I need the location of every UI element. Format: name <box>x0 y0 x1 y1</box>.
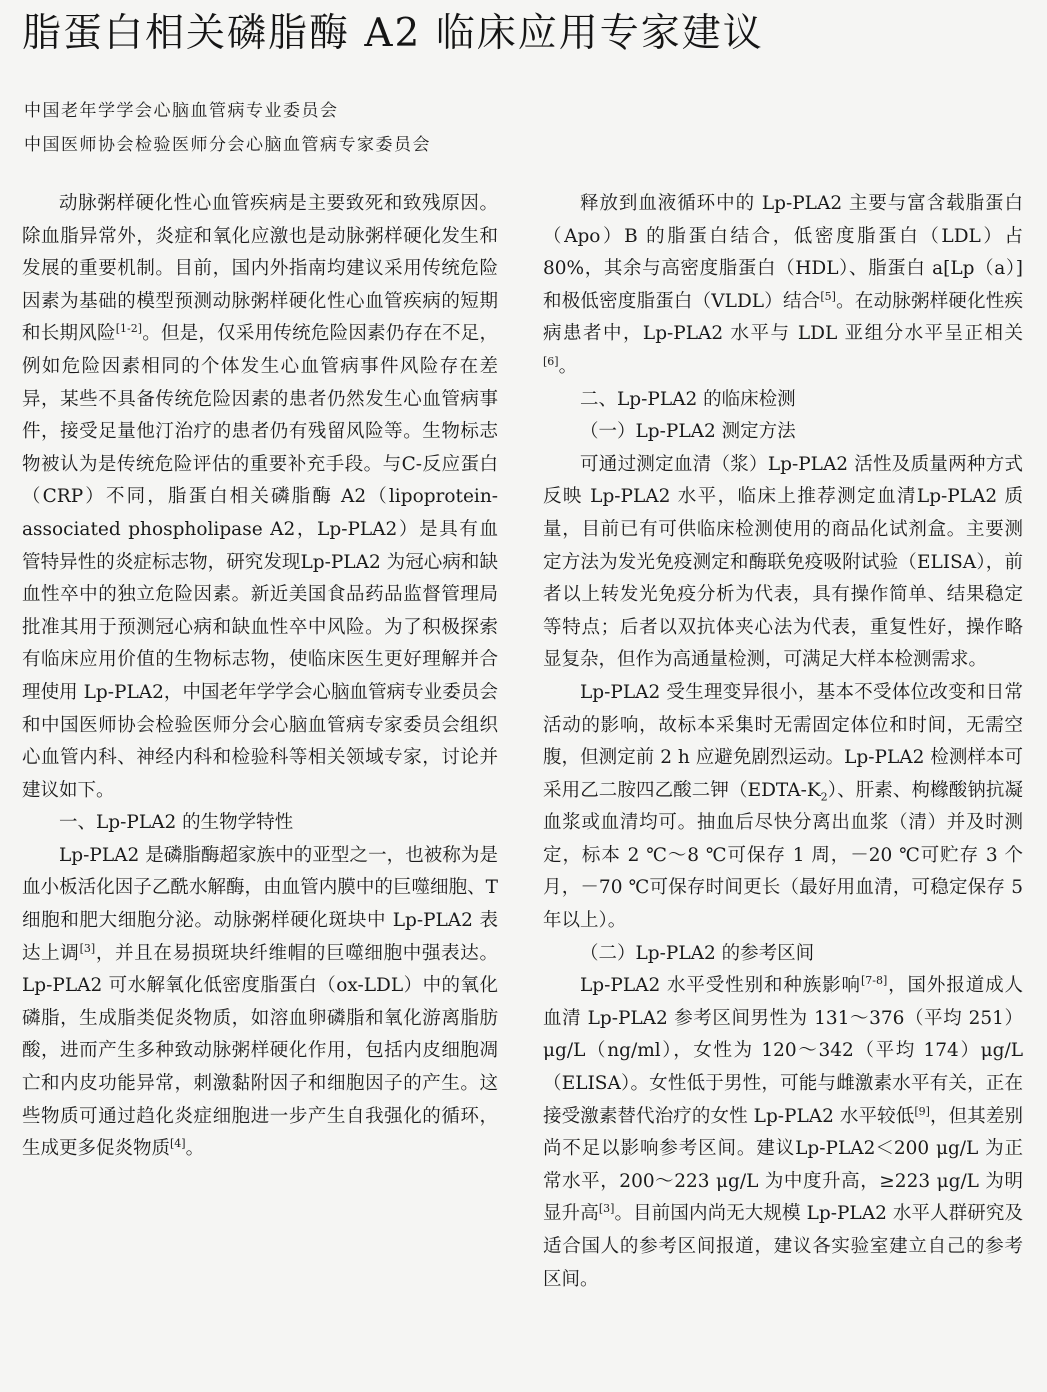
biology-paragraph: Lp-PLA2 是磷脂酶超家族中的亚型之一，也被称为是血小板活化因子乙酰水解酶，由血管内膜中的巨噬细胞、T 细胞和肥大细胞分泌。动脉粥样硬化斑块中 Lp-PLA2 表达上调[3]，并且在易损斑块纤维帽的巨噬细胞中强表达。Lp-PLA2 可水解氧化低密度脂蛋白（ox-LDL）中的氧化磷脂，生成脂类促炎物质，如溶血卵磷脂和氧化游离脂肪酸，进而产生多种致动脉粥样硬化作用，包括内皮细胞凋亡和内皮功能异常，刺激黏附因子和细胞因子的产生。这些物质可通过趋化炎症细胞进一步产生自我强化的循环，生成更多促炎物质[4]。 <box>22 844 498 1160</box>
author-affiliation-1: 中国老年学学会心脑血管病专业委员会 <box>24 101 339 121</box>
citation: [9] <box>914 1104 930 1118</box>
citation: [3] <box>79 941 96 955</box>
subsection-heading-methods: （一）Lp-PLA2 测定方法 <box>580 421 796 443</box>
intro-paragraph: 动脉粥样硬化性心血管疾病是主要致死和致残原因。除血脂异常外，炎症和氧化应激也是动脉粥样硬化发生和发展的重要机制。目前，国内外指南均建议采用传统危险因素为基础的模型预测动脉粥样硬化性心血管疾病的短期和长期风险[1-2]。但是，仅采用传统危险因素仍存在不足，例如危险因素相同的个体发生心血管病事件风险存在差异，某些不具备传统危险因素的患者仍然发生心血管病事件，接受足量他汀治疗的患者仍有残留风险等。生物标志物被认为是传统危险评估的重要补充手段。与C-反应蛋白（CRP）不同，脂蛋白相关磷脂酶 A2（lipoprotein-associated phospholipase A2，Lp-PLA2）是具有血管特异性的炎症标志物，研究发现Lp-PLA2 为冠心病和缺血性卒中的独立危险因素。新近美国食品药品监督管理局批准其用于预测冠心病和缺血性卒中风险。为了积极探索有临床应用价值的生物标志物，使临床医生更好理解并合理使用 Lp-PLA2，中国老年学学会心脑血管病专业委员会和中国医师协会检验医师分会心脑血管病专家委员会组织心血管内科、神经内科和检验科等相关领域专家，讨论并建议如下。 <box>22 193 498 801</box>
citation: [4] <box>170 1137 186 1151</box>
article-title: 脂蛋白相关磷脂酶 A2 临床应用专家建议 <box>22 11 764 56</box>
citation: [3] <box>598 1202 615 1216</box>
sample-paragraph: Lp-PLA2 受生理变异很小，基本不受体位改变和日常活动的影响，故标本采集时无需固定体位和时间，无需空腹，但测定前 2 h 应避免剧烈运动。Lp-PLA2 检测样本可采用乙二胺四乙酸二钾$(EDTA-K_2)$、肝素、枸橼酸钠抗凝血浆或血清均可。抽血后尽快分离出血浆（清）并及时测定，标本 2 ℃～8 ℃可保存 1 周，－20 ℃可贮存 3 个月，－70 ℃可保存时间更长（最好用血清，可稳定保存 5 年以上）。 <box>543 681 1023 932</box>
binding-paragraph: 释放到血液循环中的 Lp-PLA2 主要与富含载脂蛋白（Apo）B 的脂蛋白结合，低密度脂蛋白（LDL）占 80%，其余与高密度脂蛋白（HDL）、脂蛋白 a[Lp（a）]和极低密度脂蛋白（VLDL）结合[5]。在动脉粥样硬化性疾病患者中，Lp-PLA2 水平与 LDL 亚组分水平呈正相关[6]。 <box>543 193 1023 377</box>
citation: [7-8] <box>860 974 888 988</box>
methods-paragraph: 可通过测定血清（浆）Lp-PLA2 活性及质量两种方式反映 Lp-PLA2 水平，临床上推荐测定血清Lp-PLA2 质量，目前已有可供临床检测使用的商品化试剂盒。主要测定方法为发光免疫测定和酶联免疫吸附试验（ELISA），前者以上转发光免疫分析为代表，具有操作简单、结果稳定等特点；后者以双抗体夹心法为代表，重复性好，操作略显复杂，但作为高通量检测，可满足大样本检测需求。 <box>543 453 1023 671</box>
author-affiliation-2: 中国医师协会检验医师分会心脑血管病专家委员会 <box>24 135 431 155</box>
section-heading-1: 一、Lp-PLA2 的生物学特性 <box>59 812 294 834</box>
author-block <box>24 94 431 162</box>
left-column <box>22 188 498 1166</box>
reference-range-paragraph: Lp-PLA2 水平受性别和种族影响[7-8]，国外报道成人血清 Lp-PLA2 参考区间男性为 131～376（平均 251）μg/L（ng/ml），女性为 120～342（平均 174）μg/L（ELISA）。女性低于男性，可能与雌激素水平有关，正在接受激素替代治疗的女性 Lp-PLA2 水平较低[9]，但其差别尚不足以影响参考区间。建议Lp-PLA2＜200 μg/L 为正常水平，200～223 μg/L 为中度升高，≥223 μg/L 为明显升高[3]。目前国内尚无大规模 Lp-PLA2 水平人群研究及适合国人的参考区间报道，建议各实验室建立自己的参考区间。 <box>543 974 1023 1290</box>
section-heading-2: 二、Lp-PLA2 的临床检测 <box>580 388 796 410</box>
right-column <box>543 188 1023 1296</box>
citation: [6] <box>543 354 559 368</box>
citation: [1-2] <box>115 322 142 336</box>
citation: [5] <box>820 289 836 303</box>
subsection-heading-reference: （二）Lp-PLA2 的参考区间 <box>580 942 815 964</box>
